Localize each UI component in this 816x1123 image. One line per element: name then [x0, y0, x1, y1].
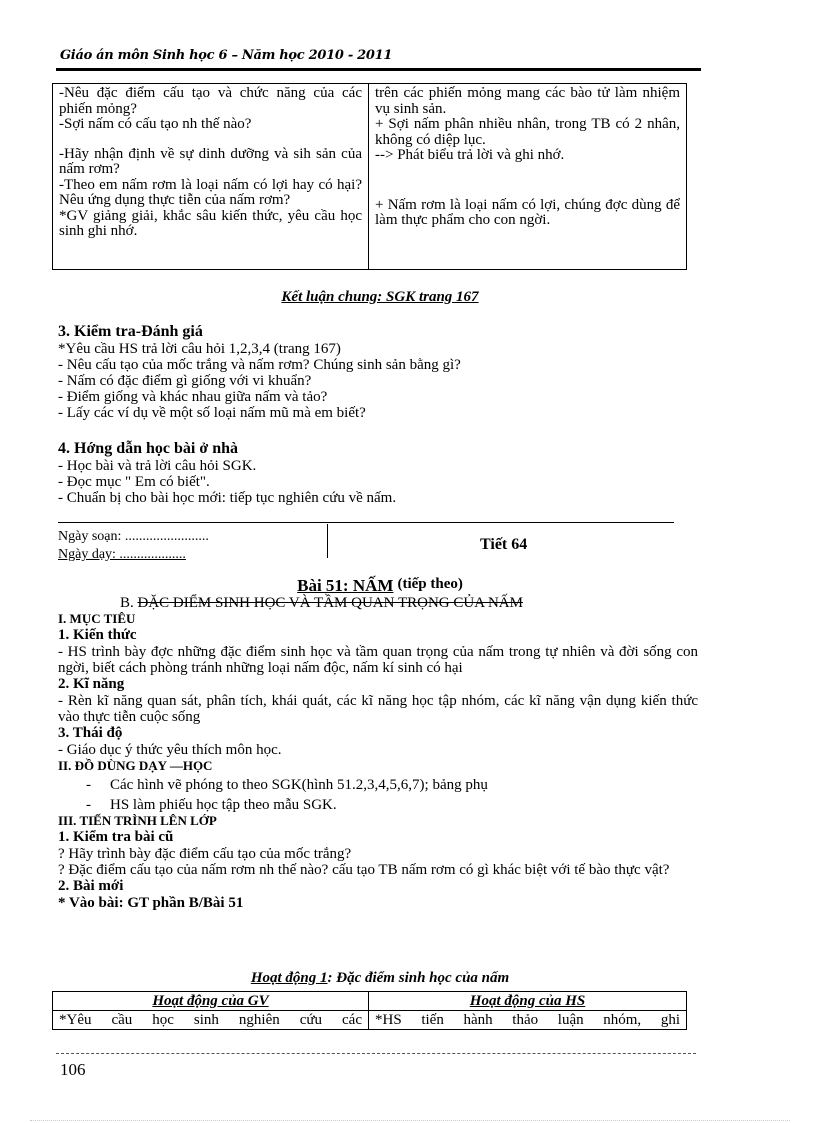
- page-bottom-edge: [30, 1120, 790, 1121]
- table-cell-line: -Theo em nấm rơm là loại nấm có lợi hay có hại? Nêu ứng dụng thực tiễn của nấm rơm?: [59, 176, 362, 208]
- assessment-line: - Nêu cấu tạo của mốc trắng và nấm rơm? Chúng sinh sản bằng gì?: [58, 357, 461, 373]
- hs-column: [369, 84, 687, 270]
- table-cell-line: trên các phiến mỏng mang các bào tử làm nhiệm vụ sinh sản.: [375, 85, 680, 117]
- assessment-line: - Lấy các ví dụ về một số loại nấm mũ mà em biết?: [58, 405, 366, 421]
- knowledge-text: - HS trình bày đợc những đặc điểm sinh học và tầm quan trọng của nấm trong tự nhiên và đời sống con ngời, biết cách phòng tránh những loại nấm độc, nấm kí sinh có hại: [58, 644, 698, 676]
- section-title: 4. Hớng dẫn học bài ở nhà: [58, 440, 238, 457]
- activity1-heading: [0, 970, 760, 987]
- gv-column: [53, 84, 369, 270]
- materials-item-text: Các hình vẽ phóng to theo SGK(hình 51.2,3,4,5,6,7); bảng phụ: [110, 777, 488, 793]
- meta-top-divider: [58, 522, 674, 523]
- objectives-section: [58, 611, 698, 912]
- lesson-title-main: Bài 51: NẤM: [297, 576, 394, 595]
- homework-line: - Đọc mục " Em có biết".: [58, 474, 210, 490]
- homework-line: - Chuẩn bị cho bài học mới: tiếp tục nghiên cứu về nấm.: [58, 490, 397, 506]
- knowledge-title: 1. Kiến thức: [58, 627, 137, 643]
- check-title: 1. Kiểm tra bài cũ: [58, 829, 174, 845]
- page-header: Giáo án môn Sinh học 6 – Năm học 2010 - 2011: [60, 48, 393, 63]
- homework-section: [58, 440, 698, 506]
- materials-item: [58, 797, 698, 813]
- check-line: ? Hãy trình bày đặc điểm cấu tạo của mốc trắng?: [58, 846, 352, 862]
- lesson-subtitle: [120, 595, 523, 612]
- lesson-title: [0, 576, 760, 596]
- conclusion-heading: Kết luận chung: SGK trang 167: [281, 289, 479, 305]
- col-header-gv: Hoạt động của GV: [53, 992, 369, 1011]
- homework-line: - Học bài và trả lời câu hỏi SGK.: [58, 458, 257, 474]
- table-cell-line: -Sợi nấm có cấu tạo nh thế nào?: [59, 116, 252, 132]
- table-cell-line: + Nấm rơm là loại nấm có lợi, chúng đợc dùng để làm thực phẩm cho con ngời.: [375, 196, 680, 228]
- lesson-title-suffix: (tiếp theo): [397, 576, 463, 592]
- skills-text: - Rèn kĩ năng quan sát, phân tích, khái quát, các kĩ năng học tập nhóm, các kĩ năng vận dụng kiến thức vào thực tiễn cuộc sống: [58, 693, 698, 725]
- new-lesson-title: 2. Bài mới: [58, 878, 124, 894]
- lesson-intro: * Vào bài: GT phần B/Bài 51: [58, 895, 244, 911]
- activity1-title: Hoạt động 1: [250, 970, 328, 986]
- subtitle-prefix: B.: [120, 595, 134, 611]
- prep-date: Ngày soạn: ........................: [58, 529, 209, 544]
- teach-date: Ngày dạy: ...................: [58, 547, 186, 562]
- bullet-mark: -: [86, 777, 91, 793]
- subtitle-text: ĐẶC ĐIỂM SINH HỌC VÀ TẦM QUAN TRỌNG CỦA NẤM: [137, 595, 523, 611]
- page-number: 106: [60, 1060, 86, 1079]
- objectives-title: I. MỤC TIÊU: [58, 611, 136, 626]
- table-cell-hs: *HS tiến hành thảo luận nhóm, ghi: [369, 1011, 687, 1030]
- col-header-hs: Hoạt động của HS: [369, 992, 687, 1011]
- process-title: III. TIẾN TRÌNH LÊN LỚP: [58, 813, 217, 828]
- footer-dashed-divider: [56, 1053, 696, 1054]
- header-divider: [56, 68, 701, 71]
- assessment-line: - Điểm giống và khác nhau giữa nấm và tảo?: [58, 389, 328, 405]
- table-cell-line: + Sợi nấm phân nhiều nhân, trong TB có 2 nhân, không có diệp lục.: [375, 116, 680, 148]
- materials-item-text: HS làm phiếu học tập theo mẫu SGK.: [110, 797, 337, 813]
- activity1-title-rest: : Đặc điểm sinh học của nấm: [327, 970, 510, 986]
- skills-title: 2. Kĩ năng: [58, 676, 125, 692]
- table-cell-gv: *Yêu cầu học sinh nghiên cứu các: [53, 1011, 369, 1030]
- activity-table-top: [52, 83, 687, 270]
- period-label: Tiết 64: [480, 536, 528, 553]
- activity1-table: [52, 991, 687, 1030]
- table-cell-line: *GV giảng giải, khắc sâu kiến thức, yêu cầu học sinh ghi nhớ.: [59, 207, 362, 239]
- assessment-line: - Nấm có đặc điểm gì giống với vi khuẩn?: [58, 373, 312, 389]
- meta-divider: [327, 524, 328, 558]
- check-line: ? Đặc điểm cấu tạo của nấm rơm nh thế nào? cấu tạo TB nấm rơm có gì khác biệt với tế bào thực vật?: [58, 862, 670, 878]
- assessment-section: [58, 323, 698, 421]
- section-title: 3. Kiểm tra-Đánh giá: [58, 323, 203, 340]
- assessment-line: *Yêu cầu HS trả lời câu hỏi 1,2,3,4 (trang 167): [58, 341, 341, 357]
- attitude-title: 3. Thái độ: [58, 725, 123, 741]
- bullet-mark: -: [86, 797, 91, 813]
- materials-title: II. ĐỒ DÙNG DẠY —HỌC: [58, 758, 213, 773]
- table-cell-line: --> Phát biểu trả lời và ghi nhớ.: [375, 147, 565, 163]
- table-cell-line: -Nêu đặc điểm cấu tạo và chức năng của các phiến mỏng?: [59, 85, 362, 117]
- table-cell-line: -Hãy nhận định về sự dinh dưỡng và sih sản của nấm rơm?: [59, 145, 362, 177]
- materials-item: [58, 777, 698, 793]
- attitude-text: - Giáo dục ý thức yêu thích môn học.: [58, 742, 282, 758]
